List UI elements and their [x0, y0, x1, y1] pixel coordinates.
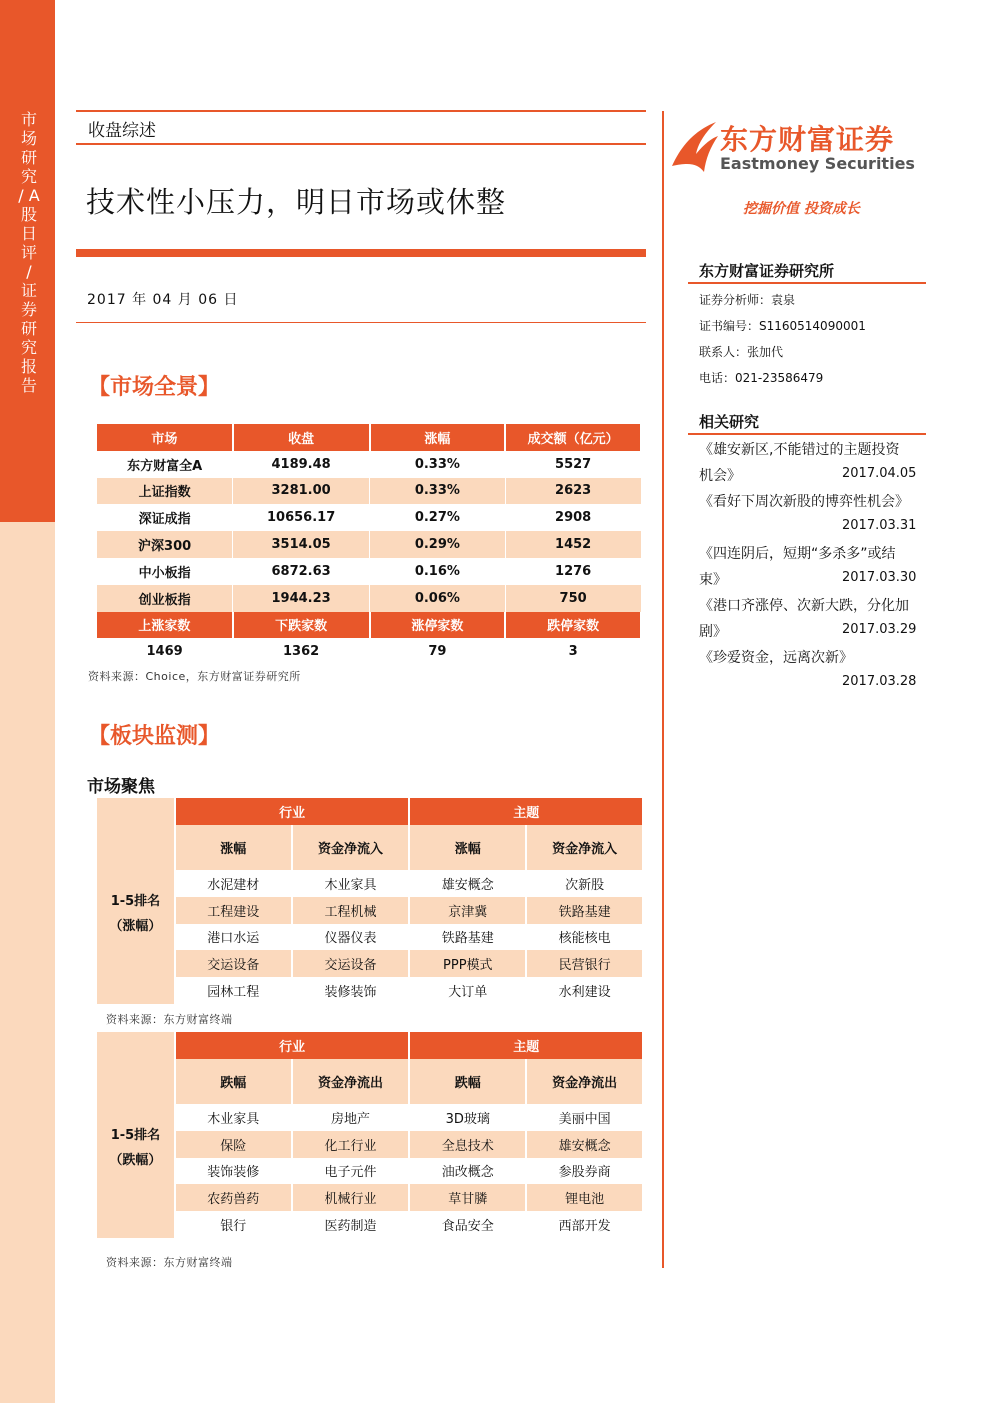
table-cell: 1452	[505, 531, 641, 558]
table-cell: 中小板指	[97, 558, 233, 585]
column-divider	[662, 111, 664, 1268]
table-cell: 全息技术	[409, 1131, 526, 1158]
loss-source-note: 资料来源：东方财富终端	[106, 1256, 233, 1269]
related-item-date: 2017.04.05	[842, 466, 917, 481]
table-cell: 民营银行	[526, 950, 643, 977]
table-cell: 核能核电	[526, 924, 643, 951]
table-cell: 交运设备	[292, 950, 410, 977]
table-row	[97, 1184, 643, 1211]
table-cell: 西部开发	[526, 1211, 643, 1238]
table-row	[97, 897, 643, 924]
related-item-date: 2017.03.30	[842, 570, 917, 585]
table-cell: 工程机械	[292, 897, 410, 924]
table-cell: 保险	[175, 1131, 292, 1158]
rank-label-line: 1-5排名	[110, 894, 161, 910]
column-header: 收盘	[233, 424, 370, 451]
sector-heading: 【板块监测】	[88, 723, 221, 749]
market-heading: 【市场全景】	[88, 374, 221, 400]
table-row	[97, 478, 641, 505]
related-item-title[interactable]: 《珍爱资金，远离次新》	[699, 650, 853, 666]
table-cell: 木业家具	[175, 1104, 292, 1131]
column-header: 涨停家数	[370, 612, 506, 639]
table-cell: 园林工程	[175, 977, 292, 1004]
related-item-date: 2017.03.29	[842, 622, 917, 637]
table-cell: 港口水运	[175, 924, 292, 951]
gain-sector-table	[97, 798, 644, 1004]
related-item-title[interactable]: 《港口齐涨停、次新大跌，分化加	[699, 598, 909, 614]
table-cell: 沪深300	[97, 531, 233, 558]
table-cell: 1944.23	[233, 585, 370, 612]
table-cell: 3D玻璃	[409, 1104, 526, 1131]
table-cell: 3	[505, 638, 641, 665]
table-cell: 参股券商	[526, 1158, 643, 1185]
column-header: 跌停家数	[505, 612, 641, 639]
table-cell: 雄安概念	[526, 1131, 643, 1158]
related-research-title: 相关研究	[699, 413, 760, 431]
rank-label-loss	[97, 1059, 175, 1238]
market-table-header	[97, 424, 641, 451]
table-cell: 深证成指	[97, 504, 233, 531]
table-cell: 上证指数	[97, 478, 233, 505]
related-research-rule	[688, 433, 926, 435]
table-cell: 6872.63	[233, 558, 370, 585]
table-cell: 电子元件	[292, 1158, 410, 1185]
table-row	[97, 451, 641, 478]
table-cell: 0.16%	[370, 558, 506, 585]
market-focus-subheading: 市场聚焦	[87, 777, 155, 797]
table-cell: 0.33%	[370, 451, 506, 478]
table-cell: 装饰装修	[175, 1158, 292, 1185]
institute-rule	[688, 282, 926, 284]
contact-info: 联系人：张加代	[699, 345, 784, 359]
table-cell: 0.29%	[370, 531, 506, 558]
table-cell: 东方财富全A	[97, 451, 233, 478]
table-row	[97, 585, 641, 612]
table-cell: 3281.00	[233, 478, 370, 505]
market-source-note: 资料来源：Choice，东方财富证券研究所	[88, 670, 301, 683]
report-section-label: 收盘综述	[88, 121, 156, 141]
related-item-title-cont[interactable]: 束》	[699, 572, 727, 588]
date-rule	[76, 322, 646, 323]
sidebar-category-text: 市场研究 / A股日评 / 证券研究报告	[18, 110, 40, 395]
table-cell: PPP模式	[409, 950, 526, 977]
table-cell: 1362	[233, 638, 370, 665]
count-row	[97, 638, 641, 665]
rank-label-line: （涨幅）	[109, 919, 162, 935]
rank-label-gain	[97, 825, 175, 1004]
rank-label-line: 1-5排名	[110, 1128, 161, 1144]
table-cell: 5527	[505, 451, 641, 478]
table-cell: 次新股	[526, 870, 643, 897]
table-cell: 4189.48	[233, 451, 370, 478]
related-item-title-cont[interactable]: 机会》	[699, 468, 741, 484]
table-row	[97, 531, 641, 558]
institute-title: 东方财富证券研究所	[699, 262, 835, 280]
table-cell: 2908	[505, 504, 641, 531]
column-header: 市场	[97, 424, 233, 451]
analyst-info: 证券分析师：袁泉	[699, 293, 796, 307]
table-row	[97, 504, 641, 531]
group-header-row	[97, 798, 643, 825]
table-cell: 0.27%	[370, 504, 506, 531]
column-header: 成交额（亿元）	[505, 424, 641, 451]
table-cell: 10656.17	[233, 504, 370, 531]
table-cell: 化工行业	[292, 1131, 410, 1158]
table-cell: 创业板指	[97, 585, 233, 612]
table-row	[97, 1211, 643, 1238]
table-cell: 仪器仪表	[292, 924, 410, 951]
group-header-theme: 主题	[409, 798, 643, 825]
group-header-industry: 行业	[175, 1032, 410, 1059]
related-item-title[interactable]: 《看好下周次新股的博弈性机会》	[699, 494, 909, 510]
corner-cell	[97, 798, 175, 825]
table-cell: 1469	[97, 638, 233, 665]
column-header-row	[97, 1059, 643, 1104]
brand-name-en: Eastmoney Securities	[720, 154, 915, 173]
table-cell: 铁路基建	[526, 897, 643, 924]
table-cell: 工程建设	[175, 897, 292, 924]
table-cell: 大订单	[409, 977, 526, 1004]
table-cell: 农药兽药	[175, 1184, 292, 1211]
section-rule	[76, 143, 646, 145]
column-header: 资金净流出	[292, 1059, 410, 1104]
column-header: 涨幅	[370, 424, 506, 451]
loss-sector-table	[97, 1032, 644, 1238]
table-cell: 京津冀	[409, 897, 526, 924]
related-item-date: 2017.03.28	[842, 674, 917, 689]
table-cell: 油改概念	[409, 1158, 526, 1185]
table-cell: 房地产	[292, 1104, 410, 1131]
table-row	[97, 1104, 643, 1131]
title-rule	[76, 249, 646, 257]
table-row	[97, 870, 643, 897]
report-date: 2017 年 04 月 06 日	[87, 292, 239, 308]
table-row	[97, 977, 643, 1004]
column-header: 涨幅	[175, 825, 292, 870]
top-rule	[76, 110, 646, 112]
table-row	[97, 1158, 643, 1185]
table-cell: 雄安概念	[409, 870, 526, 897]
phone-info: 电话：021-23586479	[699, 371, 824, 385]
count-header-row	[97, 612, 641, 639]
group-header-theme: 主题	[409, 1032, 643, 1059]
table-cell: 3514.05	[233, 531, 370, 558]
table-cell: 2623	[505, 478, 641, 505]
gain-source-note: 资料来源：东方财富终端	[106, 1013, 233, 1026]
column-header: 资金净流入	[292, 825, 410, 870]
report-title: 技术性小压力，明日市场或休整	[86, 185, 507, 219]
related-item-date: 2017.03.31	[842, 518, 917, 533]
table-cell: 医药制造	[292, 1211, 410, 1238]
related-item-title[interactable]: 《四连阴后，短期“多杀多”或结	[699, 546, 896, 562]
table-cell: 装修装饰	[292, 977, 410, 1004]
table-cell: 机械行业	[292, 1184, 410, 1211]
column-header: 资金净流出	[526, 1059, 643, 1104]
table-cell: 0.33%	[370, 478, 506, 505]
related-item-title-cont[interactable]: 剧》	[699, 624, 727, 640]
table-cell: 食品安全	[409, 1211, 526, 1238]
brand-name-cn: 东方财富证券	[720, 123, 895, 156]
table-cell: 79	[370, 638, 506, 665]
table-cell: 铁路基建	[409, 924, 526, 951]
brand-slogan: 挖掘价值 投资成长	[743, 201, 860, 217]
table-cell: 银行	[175, 1211, 292, 1238]
table-cell: 水利建设	[526, 977, 643, 1004]
group-header-industry: 行业	[175, 798, 410, 825]
column-header: 跌幅	[175, 1059, 292, 1104]
table-row	[97, 558, 641, 585]
table-cell: 木业家具	[292, 870, 410, 897]
market-table	[97, 424, 642, 665]
table-cell: 美丽中国	[526, 1104, 643, 1131]
column-header: 资金净流入	[526, 825, 643, 870]
group-header-row	[97, 1032, 643, 1059]
table-row	[97, 1131, 643, 1158]
table-cell: 交运设备	[175, 950, 292, 977]
column-header-row	[97, 825, 643, 870]
table-cell: 锂电池	[526, 1184, 643, 1211]
table-cell: 750	[505, 585, 641, 612]
column-header: 涨幅	[409, 825, 526, 870]
corner-cell	[97, 1032, 175, 1059]
table-cell: 1276	[505, 558, 641, 585]
table-row	[97, 950, 643, 977]
table-cell: 草甘膦	[409, 1184, 526, 1211]
rank-label-line: （跌幅）	[109, 1153, 162, 1169]
column-header: 上涨家数	[97, 612, 233, 639]
column-header: 下跌家数	[233, 612, 370, 639]
related-item-title[interactable]: 《雄安新区,不能错过的主题投资	[699, 442, 900, 458]
table-cell: 0.06%	[370, 585, 506, 612]
table-row	[97, 924, 643, 951]
column-header: 跌幅	[409, 1059, 526, 1104]
certificate-info: 证书编号：S1160514090001	[699, 319, 866, 333]
table-cell: 水泥建材	[175, 870, 292, 897]
